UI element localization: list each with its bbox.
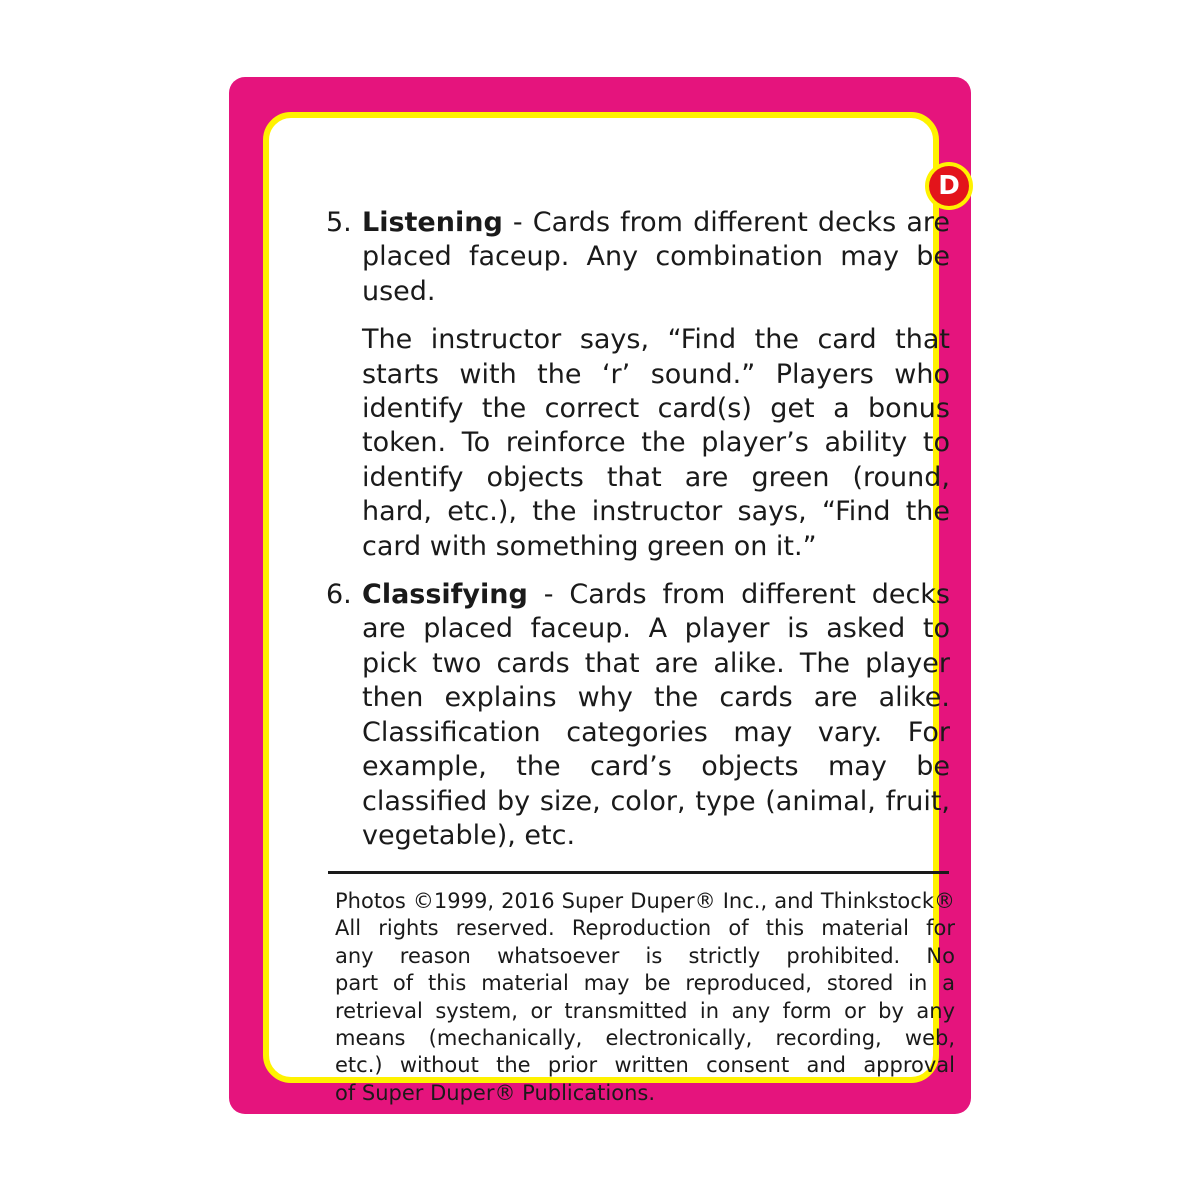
item-number: 6. [326,579,352,611]
item-lead-paragraph [362,578,950,853]
item-lead-text: - Cards from different decks are placed faceup. Any combination may be used. [362,207,950,307]
instructions-body [326,206,950,853]
copyright-line: Photos ©1999, 2016 Super Duper® Inc., and Thinkstock® [335,889,955,913]
copyright-line: any reason whatsoever is strictly prohibited. No [335,943,955,968]
card-inner-panel [263,112,960,1105]
item-detail-paragraph: The instructor says, “Find the card that starts with the ‘r’ sound.” Players who identify the correct card(s) get a bonus token. To reinforce the player’s ability to identify objects that are green (round, hard, etc.), the instructor says, “Find the card with something green on it.” [362,324,950,562]
deck-letter: D [929,166,969,206]
item-number: 5. [326,207,352,238]
instruction-card [229,77,971,1114]
copyright-line: of Super Duper® Publications. [335,1080,656,1105]
copyright-line: etc.) without the prior written consent and approval [335,1053,955,1078]
item-term: Listening [362,207,503,238]
copyright-notice [335,888,955,1107]
copyright-line: All rights reserved. Reproduction of this material for [335,916,955,941]
copyright-line: means (mechanically, electronically, recording, web, [335,1026,955,1051]
instruction-item-listening [326,206,950,564]
divider-line [328,871,949,874]
instruction-item-classifying [326,578,950,853]
item-lead-text: - Cards from different decks are placed faceup. A player is asked to pick two cards that are alike. The player then explains why the cards are alike. Classification categories may vary. For example, the card’s objects may be classified by size, color, type (animal, fruit, vegetable), etc. [362,579,950,851]
item-lead-paragraph [362,206,950,309]
deck-letter-badge [925,162,973,210]
copyright-line: retrieval system, or transmitted in any form or by any [335,998,955,1023]
copyright-line: part of this material may be reproduced, stored in a [335,971,955,996]
item-term: Classifying [362,579,528,611]
